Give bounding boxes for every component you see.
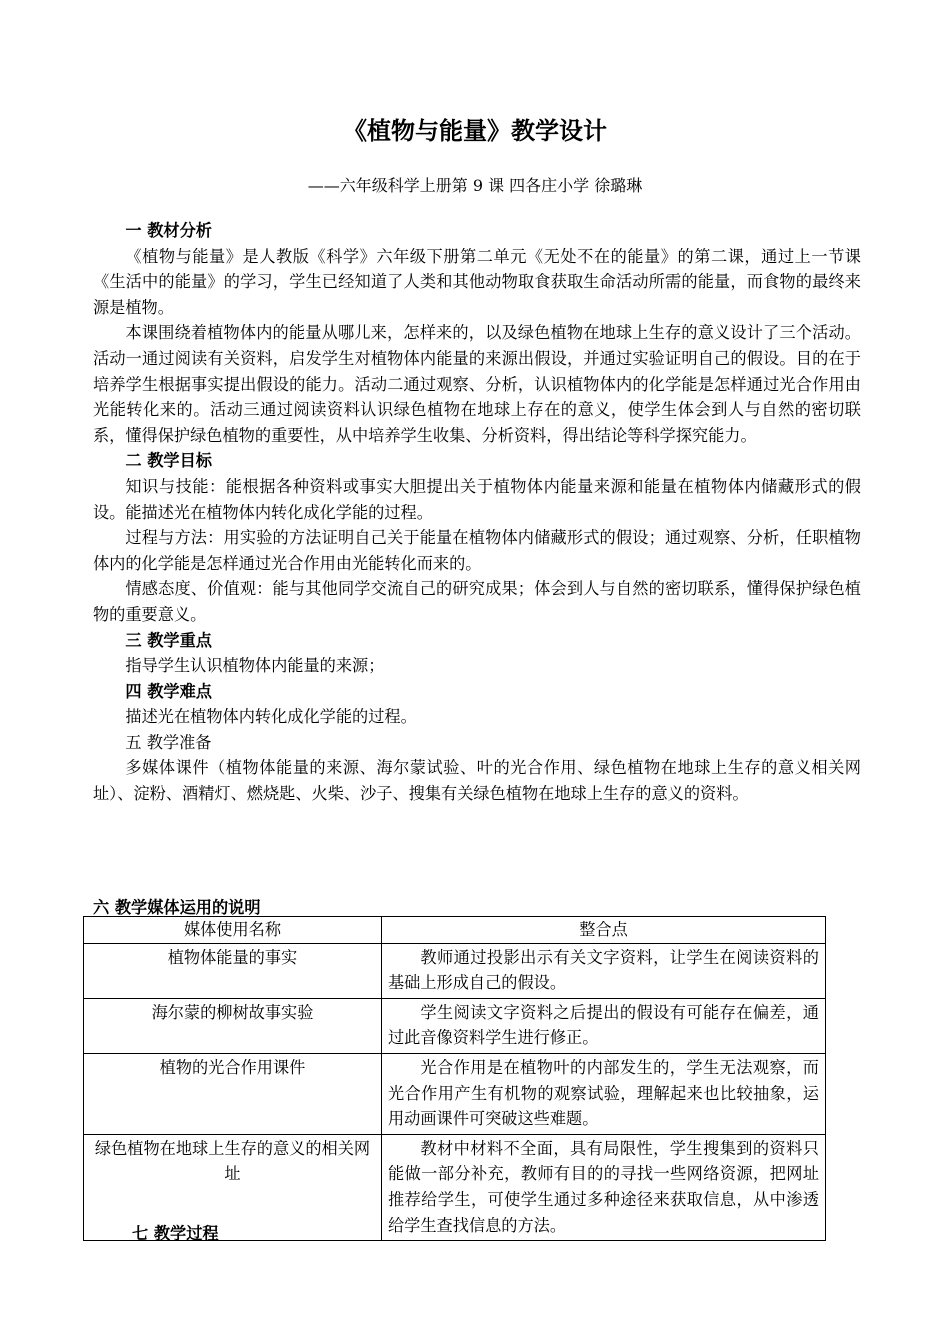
table-row [84,943,826,998]
paragraph: 指导学生认识植物体内能量的来源； [125,656,385,676]
integration-point-cell: 学生阅读文字资料之后提出的假设有可能存在偏差，通过此音像资料学生进行修正。 [382,998,826,1053]
table-row [84,998,826,1053]
paragraph: 多媒体课件（植物体能量的来源、海尔蒙试验、叶的光合作用、绿色植物在地球上生存的意义相关网址）、淀粉、酒精灯、燃烧匙、火柴、沙子、搜集有关绿色植物在地球上生存的意义的资料。 [93,758,861,804]
media-usage-table [83,916,826,1241]
document-body [93,218,861,807]
integration-point-cell: 教材中材料不全面，具有局限性，学生搜集到的资料只能做一部分补充，教师有目的的寻找一些网络资源，把网址推荐给学生，可使学生通过多种途径来获取信息，从中渗透给学生查找信息的方法。 [382,1134,826,1240]
table-row [84,1053,826,1134]
paragraph: 知识与技能：能根据各种资料或事实大胆提出关于植物体内能量来源和能量在植物体内储藏形式的假设。能描述光在植物体内转化成化学能的过程。 [93,476,861,522]
section-heading-4: 四 教学难点 [125,681,212,701]
section-heading-5: 五 教学准备 [125,732,212,752]
paragraph: 本课围绕着植物体内的能量从哪儿来，怎样来的，以及绿色植物在地球上生存的意义设计了三个活动。活动一通过阅读有关资料，启发学生对植物体内能量的来源出假设，并通过实验证明自己的假设。目的在于培养学生根据事实提出假设的能力。活动二通过观察、分析，认识植物体内的化学能是怎样通过光合作用由光能转化来的。活动三通过阅读资料认识绿色植物在地球上存在的意义，使学生体会到人与自然的密切联系，懂得保护绿色植物的重要性，从中培养学生收集、分析资料，得出结论等科学探究能力。 [93,323,861,445]
media-name-cell: 植物的光合作用课件 [84,1053,382,1134]
integration-point-cell: 教师通过投影出示有关文字资料，让学生在阅读资料的基础上形成自己的假设。 [382,943,826,998]
paragraph: 描述光在植物体内转化成化学能的过程。 [125,707,417,727]
page-subtitle: ——六年级科学上册第 9 课 四各庄小学 徐璐琳 [307,176,643,195]
media-name-cell: 植物体能量的事实 [84,943,382,998]
paragraph: 《植物与能量》是人教版《科学》六年级下册第二单元《无处不在的能量》的第二课，通过上一节课《生活中的能量》的学习，学生已经知道了人类和其他动物取食获取生命活动所需的能量，而食物的最终来源是植物。 [93,246,861,317]
column-header: 媒体使用名称 [84,917,382,944]
paragraph: 情感态度、价值观：能与其他同学交流自己的研究成果；体会到人与自然的密切联系，懂得保护绿色植物的重要意义。 [93,579,861,624]
page-title: 《植物与能量》教学设计 [343,116,607,145]
integration-point-cell: 光合作用是在植物叶的内部发生的，学生无法观察，而光合作用产生有机物的观察试验，理解起来也比较抽象，运用动画课件可突破这些难题。 [382,1053,826,1134]
section-heading-1: 一 教材分析 [125,221,212,240]
section-heading-6: 六 教学媒体运用的说明 [93,898,261,917]
media-name-cell: 海尔蒙的柳树故事实验 [84,998,382,1053]
section-heading-3: 三 教学重点 [125,630,212,650]
section-heading-7: 七 教学过程 [132,1224,219,1243]
media-name-cell: 绿色植物在地球上生存的意义的相关网址 [84,1134,382,1240]
column-header: 整合点 [382,917,826,944]
paragraph: 过程与方法：用实验的方法证明自己关于能量在植物体内储藏形式的假设；通过观察、分析，任职植物体内的化学能是怎样通过光合作用由光能转化而来的。 [93,528,861,573]
section-heading-2: 二 教学目标 [125,451,212,471]
table-header-row [84,917,826,944]
